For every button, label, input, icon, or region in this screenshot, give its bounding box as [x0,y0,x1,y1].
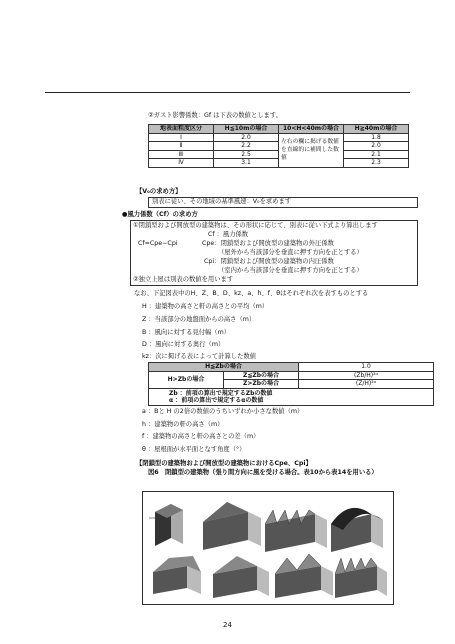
gust-table [148,124,409,168]
figure-caption: 図6 閉鎖型の建築物（張り間方向に風を受ける場合。表10から表14を用いる） [148,469,378,476]
gable-roof-building [203,502,261,550]
sawtooth-roof-building [265,510,327,552]
gust-middle-note: 左右の欄に掲げる数値を直線的に補間した数値 [279,133,344,167]
note-item: f ：建築物の高さと軒の高さとの差（m） [142,433,260,440]
kz-alpha-note: α ：前項の算出で規定するαの数値 [169,396,264,404]
gust-high: 2.0 [344,142,409,151]
cpe-def: Cpe：閉鎖型および開放型の建築物の外圧係数 [202,240,334,247]
cf-box [130,220,418,286]
note-item: D ：風向に対する奥行（m） [142,341,225,348]
note-item: H ：建築物の高さと軒の高さとの平均（m） [142,303,269,310]
gust-high: 1.8 [344,133,409,142]
kz-z-le: Z≦Zbの場合 [224,371,299,380]
gust-low: 2.5 [214,150,279,159]
kz-h-le: H≦Zbの場合 [149,363,299,372]
shed-roof-building [213,556,269,598]
kz-h-gt: H>Zbの場合 [149,371,224,388]
note-item: θ ：屋根面が水平面となす角度（°） [142,446,246,453]
multi-sawtooth-building [335,558,387,598]
gust-header-0: 地表面粗度区分 [149,125,214,134]
flat-roof-building [149,504,183,546]
figure-box [142,491,394,605]
cf-line1: ①閉鎖型および開放型の建築物は、その形状に応じて、別表に従い下式より算出します [133,222,378,229]
gust-header-1: H≦10mの場合 [214,125,279,134]
note-item: a ：Bと H の2倍の数値のうちいずれか小さな数値（m） [142,408,304,415]
note-item: h ：建築物の軒の高さ（m） [142,421,224,428]
gust-header-3: H≧40mの場合 [344,125,409,134]
note-item: kz：次に掲げる表によって計算した数値 [142,353,256,360]
kz-z-gt: Z>Zbの場合 [224,380,299,389]
gust-cat: Ⅳ [149,159,214,168]
cf-def: Cf ：風力係数 [208,231,249,238]
gust-cat: Ⅱ [149,142,214,151]
gust-low: 3.1 [214,159,279,168]
vo-text: 別表に従い、その地域の基準風速：V₀を求めます [152,198,292,205]
gust-high: 2.3 [344,159,409,168]
note-item: B ：風向に対する見付幅（m） [142,329,231,336]
cpe-note: （屋外から当該部分を垂直に押す方向を正とする） [218,249,363,256]
kz-zb-note: Zb ：前項の算出で規定するZbの数値 [169,389,273,397]
page-number: 24 [223,621,232,629]
double-gable-building [275,554,333,598]
building-figures [143,492,393,604]
kz-z-le-val: (Zb/H)²ᵅ [299,371,434,380]
cf-heading: ●風力係数（Cf）の求め方 [122,211,198,218]
gust-cat: Ⅰ [149,133,214,142]
gust-header-2: 10<H<40mの場合 [279,125,344,134]
header-rule [45,92,410,93]
gust-cat: Ⅲ [149,150,214,159]
kz-notes [149,388,434,405]
kz-h-le-val: 1.0 [299,363,434,372]
cpi-note: （室内から当該部分を垂直に押す方向を正とする） [218,267,363,274]
hip-roof-building [153,556,201,594]
note-item: Z ：当該部分の地盤面からの高さ（m） [142,316,256,323]
figure-heading: 【閉鎖型の建築物および開放型の建築物におけるCpe、Cpi】 [136,460,312,467]
kz-table [148,362,434,406]
notes-lead: なお、下記図表中のH、Z、B、D、kz、a、h、f、θはそれぞれ次を表すものとする [134,290,369,297]
gust-low: 2.2 [214,142,279,151]
kz-z-gt-val: (Z/H)²ᵅ [299,380,434,389]
gust-intro: ②ガスト影響係数：Gf は下表の数値とします。 [148,112,282,119]
vo-box [148,197,418,208]
cpi-def: Cpi：閉鎖型および開放型の建築物の内圧係数 [204,258,334,265]
cf-formula: Cf=Cpe−Cpi [138,240,178,247]
arched-roof-building [331,508,383,552]
gust-low: 2.0 [214,133,279,142]
gust-high: 2.1 [344,150,409,159]
vo-heading: 【V₀の求め方】 [136,188,182,195]
cf-line2: ②独立上屋は別表の数値を用います [133,276,234,283]
